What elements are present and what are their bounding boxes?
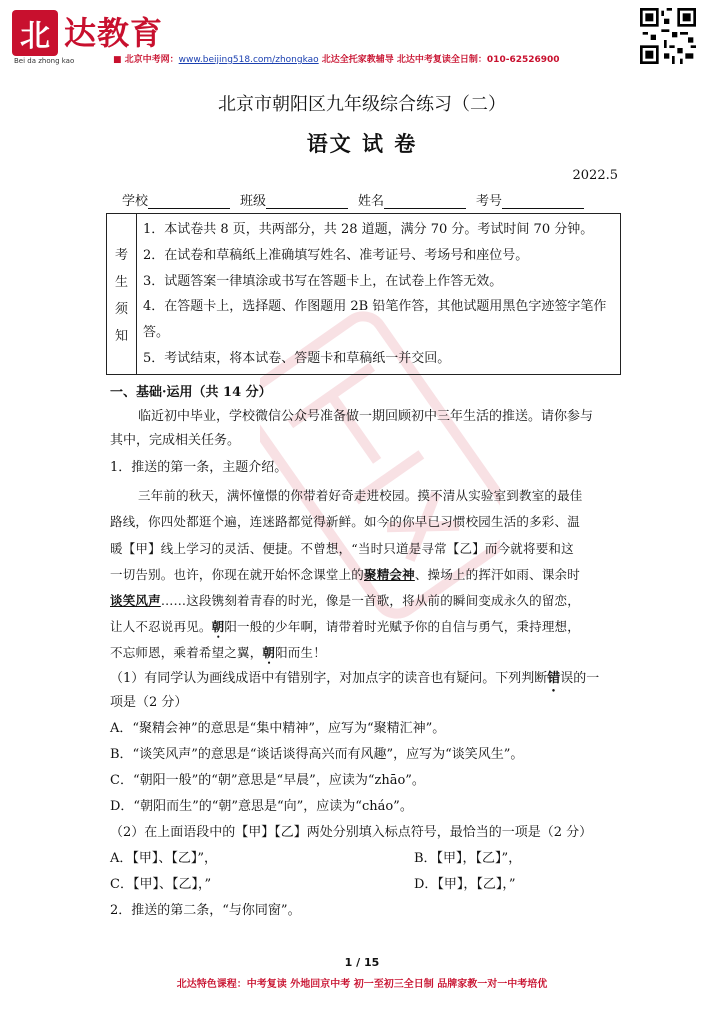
question-2-title: 2．推送的第二条，“与你同窗”。 — [110, 903, 301, 918]
passage-line: 不忘师恩，乘着希望之翼，朝阳而生！ — [110, 645, 326, 660]
header-contact-line — [113, 52, 633, 65]
intro-line: 临近初中毕业，学校微信公众号准备做一期回顾初中三年生活的推送。请你参与 — [138, 409, 594, 424]
option-b[interactable]: B．“谈笑风声”的意思是“谈话谈得高兴而有风趣”，应写为“谈笑风生”。 — [110, 747, 524, 762]
notice-item: 4．在答题卡上，选择题、作图题用 2B 铅笔作答，其他试题用黑色字迹签字笔作 — [143, 299, 607, 315]
student-info-row — [122, 190, 584, 209]
option-c[interactable]: C．“朝阳一般”的“朝”意思是“早晨”，应读为“zhāo”。 — [110, 773, 425, 788]
notice-item: 5．考试结束，将本试卷、答题卡和草稿纸一并交回。 — [143, 350, 451, 366]
notice-item: 2．在试卷和草稿纸上准确填写姓名、准考证号、考场号和座位号。 — [143, 247, 529, 263]
exam-date: 2022.5 — [572, 168, 618, 183]
header-suffix: 北达全托家教辅导 北达中考复读全日制：010-62526900 — [318, 55, 560, 65]
passage-line: 让人不忍说再见。朝阳一般的少年啊，请带着时光赋予你的自信与勇气，秉持理想， — [110, 619, 580, 634]
option-a[interactable]: A．“聚精会神”的意思是“集中精神”，应写为“聚精汇神”。 — [110, 721, 446, 736]
intro-line: 其中，完成相关任务。 — [110, 433, 241, 448]
underlined-idiom: 谈笑风声 — [110, 593, 161, 608]
info-field-name[interactable]: 姓名 — [358, 190, 466, 209]
notice-items — [143, 217, 613, 372]
qr-code-icon — [640, 8, 696, 64]
exam-notice-box — [106, 213, 621, 375]
logo-mark: 北 — [12, 10, 58, 56]
dotted-char: 朝 — [211, 619, 225, 634]
underlined-idiom: 聚精会神 — [364, 567, 415, 582]
option-b[interactable]: B．【甲】，【乙】”， — [414, 851, 522, 866]
passage-line: 路线，你四处都逛个遍，连迷路都觉得新鲜。如今的你早已习惯校园生活的多彩、温 — [110, 514, 580, 529]
option-c[interactable]: C．【甲】、【乙】，” — [110, 877, 212, 892]
section-heading: 一、基础·运用（共 14 分） — [110, 385, 272, 400]
header-prefix: ■ 北京中考网： — [113, 55, 179, 65]
footer-courses: 北达特色课程：中考复读 外地回京中考 初一至初三全日制 品牌家教一对一中考培优 — [176, 979, 548, 990]
exam-title: 北京市朝阳区九年级综合练习（二） — [218, 94, 506, 115]
option-a[interactable]: A．【甲】、【乙】”， — [110, 851, 218, 866]
passage-line: 暖【甲】线上学习的灵活、便捷。不曾想，“当时只道是寻常【乙】而今就将要和这 — [110, 541, 574, 556]
notice-label: 考 生 须 知 — [107, 214, 137, 374]
page-number: 1 / 15 — [344, 956, 380, 969]
passage-line: 三年前的秋天，满怀憧憬的你带着好奇走进校园。摸不清从实验室到教室的最佳 — [138, 488, 583, 503]
passage-line: 一切告别。也许，你现在就开始怀念课堂上的聚精会神、操场上的挥汗如雨、课余时 — [110, 567, 580, 582]
logo-text: 达教育 — [64, 14, 164, 52]
question-1-title: 1．推送的第一条，主题介绍。 — [110, 460, 288, 475]
option-d[interactable]: D．【甲】，【乙】，” — [414, 877, 516, 892]
notice-item: 3．试题答案一律填涂或书写在答题卡上，在试卷上作答无效。 — [143, 273, 503, 289]
question-1-1-cont: 项是（2 分） — [110, 695, 188, 710]
question-1-1: （1）有同学认为画线成语中有错别字，对加点字的读音也有疑问。下列判断错误的一 — [110, 671, 600, 686]
dotted-char: 朝 — [262, 645, 276, 660]
passage-line: 谈笑风声……这段镌刻着青春的时光，像是一首歌，将从前的瞬间变成永久的留恋， — [110, 593, 580, 608]
option-d[interactable]: D．“朝阳而生”的“朝”意思是“向”，应读为“cháo”。 — [110, 799, 413, 814]
logo-pinyin: Bei da zhong kao — [14, 57, 75, 65]
info-field-class[interactable]: 班级 — [240, 190, 348, 209]
info-field-school[interactable]: 学校 — [122, 190, 230, 209]
notice-item: 答。 — [143, 325, 170, 341]
paper-title: 语文 试 卷 — [306, 131, 418, 156]
dotted-char: 错 — [547, 671, 561, 686]
info-field-id[interactable]: 考号 — [476, 190, 584, 209]
header-link[interactable]: www.beijing518.com/zhongkao — [178, 55, 319, 65]
notice-item: 1．本试卷共 8 页，共两部分，共 28 道题，满分 70 分。考试时间 70 分钟。 — [143, 222, 594, 237]
question-1-2: （2）在上面语段中的【甲】【乙】两处分别填入标点符号，最恰当的一项是（2 分） — [110, 825, 593, 840]
